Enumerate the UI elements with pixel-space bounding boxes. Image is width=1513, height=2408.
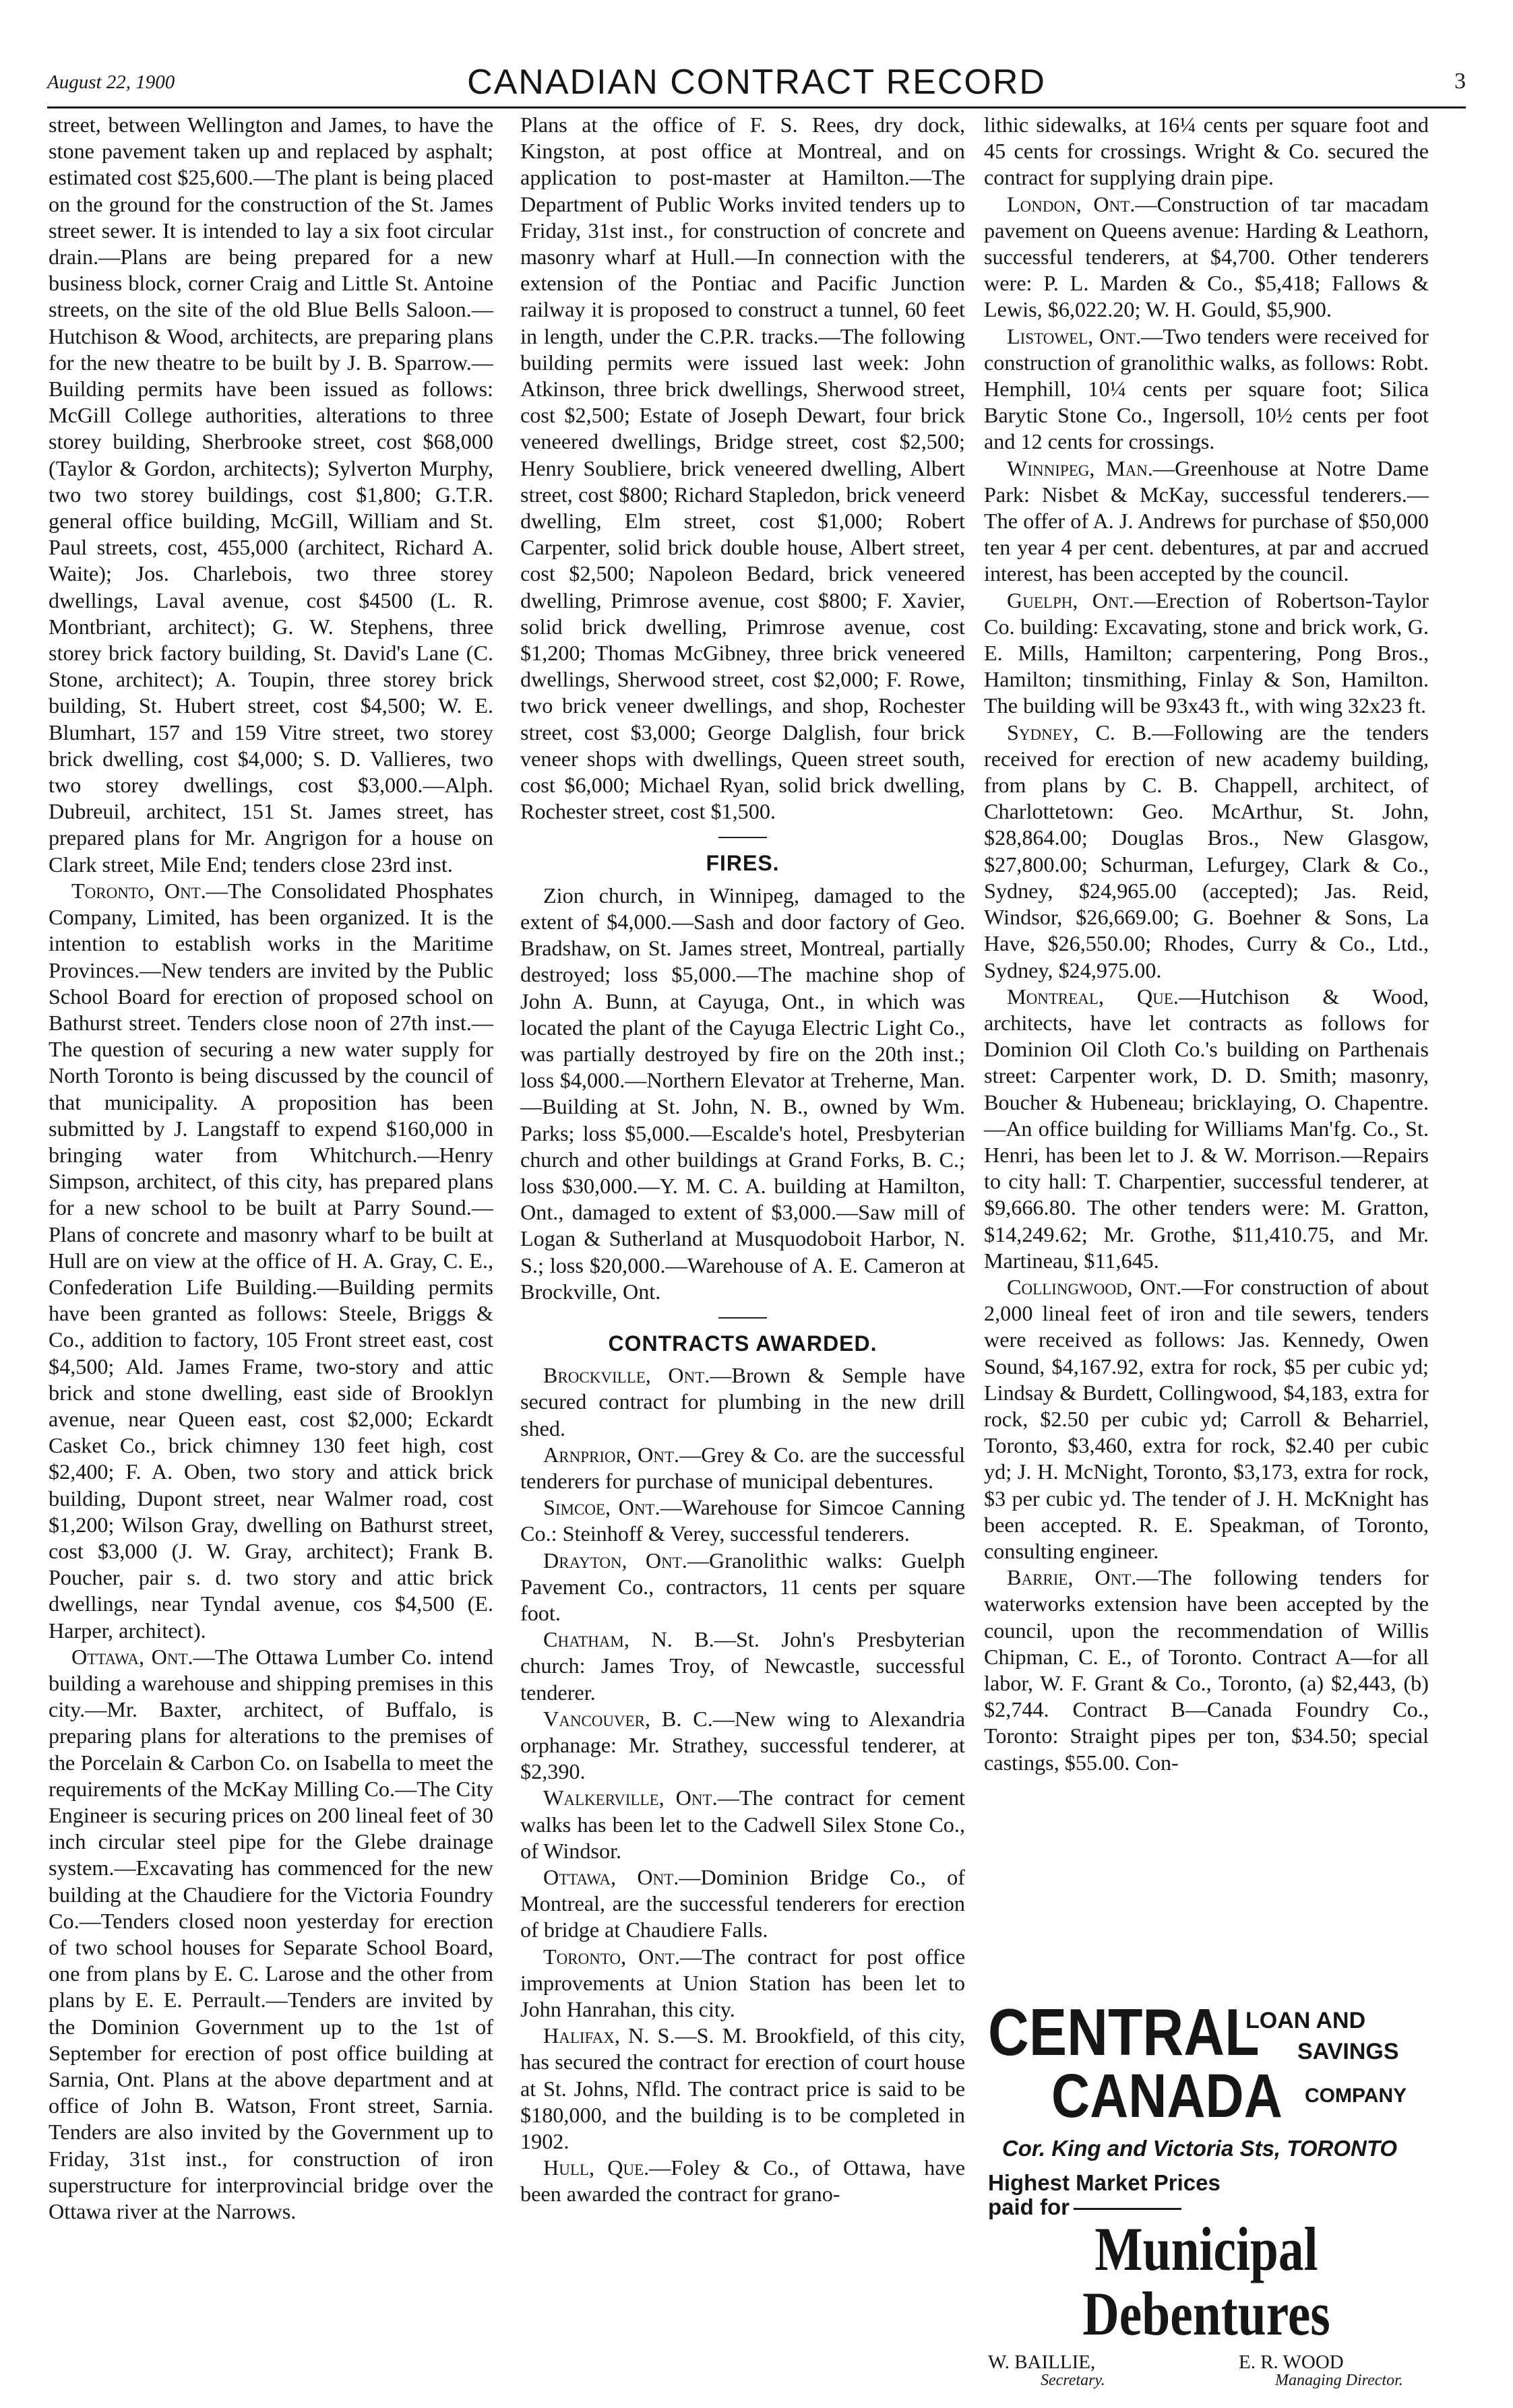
contract-item [984,455,1429,588]
paragraph-text: —The Consolidated Phosphates Company, Limited, has been organized. It is the intention to establish works in the Maritime Provinces.—New tenders are invited by the Public School Board for erection of proposed school on Bathurst street. Tenders close noon of 27th inst.—The question of securing a new water supply for North Toronto is being discussed by the council of that municipality. A proposition has been submitted by J. Langstaff to expend $160,000 in bringing water from Whitchurch.—Henry Simpson, architect, of this city, has prepared plans for a new school to be built at Parry Sound.—Plans of concrete and masonry wharf to be built at Hull are on view at the office of H. A. Gray, C. E., Confederation Life Building.—Building permits have been granted as follows: Steele, Briggs & Co., addition to factory, 105 Front street east, cost $4,500; Ald. James Frame, two-story and attic brick and stone dwelling, east side of Brooklyn avenue, near Queen east, cost $2,000; Eckardt Casket Co., brick chimney 130 feet high, cost $2,400; F. A. Oben, two story and attick brick building, Dupont street, near Walmer road, cost $1,200; Wilson Gray, dwelling on Bathurst street, cost $3,000 (J. W. Gray, architect); Frank B. Poucher, pair s. d. two story and attic brick dwellings, near Tyndal avenue, cos $4,500 (E. Harper, architect). [49,878,494,1643]
ad-hmp-line1: Highest Market Prices [988,2170,1221,2195]
hull-continued: lithic sidewalks, at 16¼ cents per square foot and 45 cents for crossings. Wright & Co. secured the contract for supplying drain pipe. [984,113,1429,190]
dateline: Ottawa, Ont. [71,1644,193,1669]
section-divider [718,1317,767,1319]
loan-company-advertisement [984,1994,1449,2399]
ottawa-continued: Plans at the office of F. S. Rees, dry dock, Kingston, at post office at Montreal, and on application to post-master at Hamilton.—The Department of Public Works invited tenders up to Friday, 31st inst., for construction of concrete and masonry wharf at Hull.—In connection with the extension of the Pontiac and Pacific Junction railway it is proposed to construct a tunnel, 60 feet in length, under the C.P.R. tracks.—The following building permits were issued last week: John Atkinson, three brick dwellings, Sherwood street, cost $2,500; Estate of Joseph Dewart, four brick veneered dwellings, Bridge street, cost $2,500; Henry Soubliere, brick veneered dwelling, Albert street, cost $800; Richard Stapledon, brick veneerd dwelling, Elm street, cost $1,000; Robert Carpenter, solid brick double house, Albert street, cost $2,500; Napoleon Bedard, brick veneered dwelling, Primrose avenue, cost $800; F. Xavier, solid brick dwelling, Primrose avenue, cost $1,200; Thomas McGibney, three brick veneered dwellings, Sherwood street, cost $2,000; F. Rowe, two brick veneer dwellings, and shop, Rochester street, cost $3,000; George Dalglish, four brick veneer shops with dwellings, Queen street south, cost $6,000; Michael Ryan, solid brick dwelling, Rochester street, cost $1,500. [520,113,965,824]
dateline: Ottawa, Ont. [543,1865,679,1889]
toronto-paragraph [49,878,493,1644]
ad-highest-market-prices [988,2171,1221,2219]
contract-item [520,1785,965,1864]
ad-word-central: CENTRAL [988,1995,1260,2069]
ad-director-title: Managing Director. [1275,2372,1403,2389]
contract-item [520,1548,965,1627]
column-2 [520,112,965,2208]
item-text: —Construction of tar macadam pavement on Queens avenue: Harding & Leathorn, successful tenderers, at $4,700. Other tenderers were: P. L. Marden & Co., $5,418; Fallows & Lewis, $6,022.20; W. H. Gould, $5,900. [984,191,1429,322]
contract-item [520,2023,965,2155]
item-text: —Two tenders were received for construction of granolithic walks, as follows: Robt. Hemphill, 10¼ cents per square foot; Silica Barytic Stone Co., Ingersoll, 10½ cents per foot and 12 cents for crossings. [984,323,1429,454]
contract-item [984,323,1429,455]
item-text: —The contract for post office improvements at Union Station has been let to John Hanrahan, this city. [520,1944,965,2022]
dateline: Sydney, C. B. [1007,720,1152,744]
ad-director-name: E. R. WOOD [1239,2351,1344,2373]
item-text: —New wing to Alexandria orphanage: Mr. Strathey, successful tenderer, at $2,390. [520,1706,965,1784]
issue-date: August 22, 1900 [47,71,175,93]
contract-item [520,1442,965,1494]
dateline: Montreal, Que. [1007,984,1179,1009]
page-number: 3 [1454,69,1466,94]
paragraph-text: —The Ottawa Lumber Co. intend building a warehouse and shipping premises in this city.—Mr. Baxter, architect, of Buffalo, is preparing plans for alterations to the premises of the Porcelain & Carbon Co. on Isabella to meet the requirements of the McKay Milling Co.—The City Engineer is securing prices on 200 lineal feet of 30 inch circular steel pipe for the Glebe drainage system.—Excavating has commenced for the new building at the Chaudiere for the Victoria Foundry Co.—Tenders closed noon yesterday for erection of two school houses for Separate School Board, one from plans by E. C. Larose and the other from plans by E. E. Perrault.—Tenders are invited by the Dominion Government up to the 1st of September for erection of post office building at Sarnia, Ont. Plans at the above department and at office of John B. Watson, Front street, Sarnia. Tenders are also invited by the Government up to Friday, 31st inst., for construction of iron superstructure for interprovincial bridge over the Ottawa river at the Narrows. [49,1644,493,2224]
contract-item [520,1944,965,2023]
item-text: —Warehouse for Simcoe Canning Co.: Steinhoff & Verey, successful tenderers. [520,1495,965,1546]
dateline: Toronto, Ont. [71,878,206,903]
dateline: Halifax, N. S. [543,2023,675,2048]
item-text: —Dominion Bridge Co., of Montreal, are the successful tenderers for erection of bridge at Chaudiere Falls. [520,1865,965,1942]
dateline: Simcoe, Ont. [543,1495,660,1520]
dateline: Hull, Que. [543,2155,650,2180]
contract-item [520,2155,965,2207]
dateline: Drayton, Ont. [543,1548,687,1573]
item-text: —Hutchison & Wood, architects, have let contracts as follows for Dominion Oil Cloth Co.'s building on Parthenais street: Carpenter work, D. D. Smith; masonry, Boucher & Hubeneau; bricklaying, O. Chapentre.—An office building for Williams Man'fg. Co., St. Henri, has been let to J. & W. Morrison.—Repairs to city hall: T. Charpentier, successful tenderer, at $9,666.80. The other tenders were: M. Gratton, $14,249.62; Mr. Grothe, $11,410.75, and Mr. Martineau, $11,645. [984,984,1429,1273]
contract-item [984,1564,1429,1776]
item-text: —Following are the tenders received for erection of new academy building, from plans by C. B. Chappell, architect, of Charlottetown: Geo. McArthur, St. John, $28,864.00; Douglas Bros., New Glasgow, $27,800.00; Schurman, Lefurgey, Clark & Co., Sydney, $24,965.00 (accepted); Jas. Reid, Windsor, $26,669.00; G. Boehner & Sons, La Have, $26,550.00; Rhodes, Curry & Co., Ltd., Sydney, $24,975.00. [984,720,1429,982]
ad-address: Cor. King and Victoria Sts, TORONTO [1001,2136,1398,2161]
dateline: Barrie, Ont. [1007,1565,1137,1590]
contract-item [520,1864,965,1944]
item-text: —Brown & Semple have secured contract for plumbing in the new drill shed. [520,1363,965,1440]
ad-company: COMPANY [1305,2085,1407,2107]
ad-municipal: Municipal [1094,2215,1318,2283]
ad-debentures: Debentures [1082,2279,1330,2348]
column-1 [49,112,493,2225]
item-text: —S. M. Brookfield, of this city, has secured the contract for erection of court house at St. Johns, Nfld. The contract price is said to be $180,000, and the building is to be completed in 1902. [520,2023,966,2154]
item-text: —Greenhouse at Notre Dame Park: Nisbet & McKay, successful tenderers.—The offer of A. J. Andrews for purchase of $50,000 ten year 4 per cent. debentures, at par and accrued interest, has been accepted by the council. [984,455,1429,586]
masthead-title: CANADIAN CONTRACT RECORD [467,63,1046,102]
contract-item [520,1362,965,1442]
column-3 [984,112,1429,1776]
ottawa-paragraph [49,1644,493,2225]
contracts-list [520,1362,965,2208]
ad-savings: SAVINGS [1297,2039,1399,2064]
dateline: Winnipeg, Man. [1007,455,1153,480]
contracts-heading: CONTRACTS AWARDED. [608,1331,877,1356]
ad-paid-for: paid for [988,2194,1070,2219]
item-text: —Foley & Co., of Ottawa, have been awarded the contract for grano- [520,2155,966,2207]
dateline: Guelph, Ont. [1007,588,1134,612]
fires-paragraph: Zion church, in Winnipeg, damaged to the extent of $4,000.—Sash and door factory of Geo. Bradshaw, on St. James street, Montreal, partially destroyed; loss $5,000.—The machine shop of John A. Bunn, at Cayuga, Ont., in which was located the plant of the Cayuga Electric Light Co., was partially destroyed by fire on the 20th inst.; loss $4,000.—Northern Elevator at Treherne, Man.—Building at St. John, N. B., owned by Wm. Parks; loss $5,000.—Escalde's hotel, Presbyterian church and other buildings at Grand Forks, B. C.; loss $30,000.—Y. M. C. A. building at Hamilton, Ont., damaged to extent of $3,000.—Saw mill of Logan & Sutherland at Musquodoboit Harbor, N. S.; loss $20,000.—Warehouse of A. E. Cameron at Brockville, Ont. [520,883,965,1304]
contract-item [984,588,1429,720]
page-header [47,58,1466,108]
item-text: —For construction of about 2,000 lineal feet of iron and tile sewers, tenders were received as follows: Jas. Kennedy, Owen Sound, $4,167.92, extra for rock, $5 per cubic yd; Lindsay & Burdett, Collingwood, $4,183, extra for rock, $2.50 per cubic yd; Carroll & Beharriel, Toronto, $3,460, extra for rock, $2.40 per cubic yd; J. H. McNight, Toronto, $3,173, extra for rock, $3 per cubic yd. The tender of J. H. McKnight has been accepted. R. E. Speakman, of Toronto, consulting engineer. [984,1274,1429,1563]
contract-item [984,1274,1429,1564]
item-text: —St. John's Presbyterian church: James Troy, of Newcastle, successful tenderer. [520,1627,965,1705]
dateline: Brockville, Ont. [543,1363,710,1388]
ad-loan-and: LOAN AND [1245,2008,1366,2033]
dateline: Collingwood, Ont. [1007,1274,1182,1299]
dateline: Walkerville, Ont. [543,1785,718,1810]
contract-item [984,984,1429,1274]
item-text: —The following tenders for waterworks extension have been accepted by the council, upon the recommendation of Willis Chipman, C. E., of Toronto. Contract A—for all labor, W. F. Grant & Co., Toronto, (a) $2,443, (b) $2,744. Contract B—Canada Foundry Co., Toronto: Straight pipes per ton, $34.50; special castings, $55.00. Con- [984,1565,1429,1775]
dateline: Vancouver, B. C. [543,1706,713,1731]
ad-secretary-name: W. BAILLIE, [988,2351,1096,2373]
contract-item [520,1494,965,1547]
contract-item [520,1626,965,1706]
ad-word-canada: CANADA [1051,2062,1283,2130]
contract-item [520,1706,965,1785]
item-text: —Erection of Robertson-Taylor Co. building: Excavating, stone and brick work, G. E. Mills, Hamilton; carpentering, Pong Bros., Hamilton; tinsmithing, Finlay & Son, Hamilton. The building will be 93x43 ft., with wing 32x23 ft. [984,588,1429,718]
ad-secretary-title: Secretary. [1041,2372,1105,2389]
item-text: —Grey & Co. are the successful tenderers for purchase of municipal debentures. [520,1442,966,1493]
fires-heading: FIRES. [706,851,780,876]
item-text: —Granolithic walks: Guelph Pavement Co., contractors, 11 cents per square foot. [520,1548,965,1625]
ad-rule [1074,2208,1181,2210]
dateline: London, Ont. [1007,191,1136,216]
dateline: Chatham, N. B. [543,1627,714,1652]
item-text: —The contract for cement walks has been let to the Cadwell Silex Stone Co., of Windsor. [520,1785,965,1863]
dateline: Toronto, Ont. [543,1944,680,1969]
montreal-continued: street, between Wellington and James, to have the stone pavement taken up and replaced by asphalt; estimated cost $25,600.—The plant is being placed on the ground for the construction of the St. James street sewer. It is intended to lay a six foot circular drain.—Plans are being prepared for a new business block, corner Craig and Little St. Antoine streets, on the site of the old Blue Bells Saloon.—Hutchison & Wood, architects, are preparing plans for the new theatre to be built by J. B. Sparrow.—Building permits have been issued as follows: McGill College authorities, alterations to three storey building, Sherbrooke street, cost $68,000 (Taylor & Gordon, architects); Sylverton Murphy, two two storey buildings, cost $1,800; G.T.R. general office building, McGill, William and St. Paul streets, cost, 455,000 (architect, Richard A. Waite); Jos. Charlebois, two three storey dwellings, Laval avenue, cost $4500 (L. R. Montbriant, architect); G. W. Stephens, three storey brick factory building, St. David's Lane (C. Stone, architect); A. Toupin, three storey brick building, St. Hubert street, cost $4,500; W. E. Blumhart, 157 and 159 Vitre street, two storey brick dwelling, cost $4,000; S. D. Vallieres, two two storey dwellings, cost $3,000.—Alph. Dubreuil, architect, 151 St. James street, has prepared plans for Mr. Angrigon for a house on Clark street, Mile End; tenders close 23rd inst. [49,113,493,877]
contract-item [984,191,1429,323]
section-divider [718,837,767,838]
contracts-list-continued [984,191,1429,1776]
contract-item [984,720,1429,984]
dateline: Listowel, Ont. [1007,323,1142,348]
dateline: Arnprior, Ont. [543,1442,680,1467]
